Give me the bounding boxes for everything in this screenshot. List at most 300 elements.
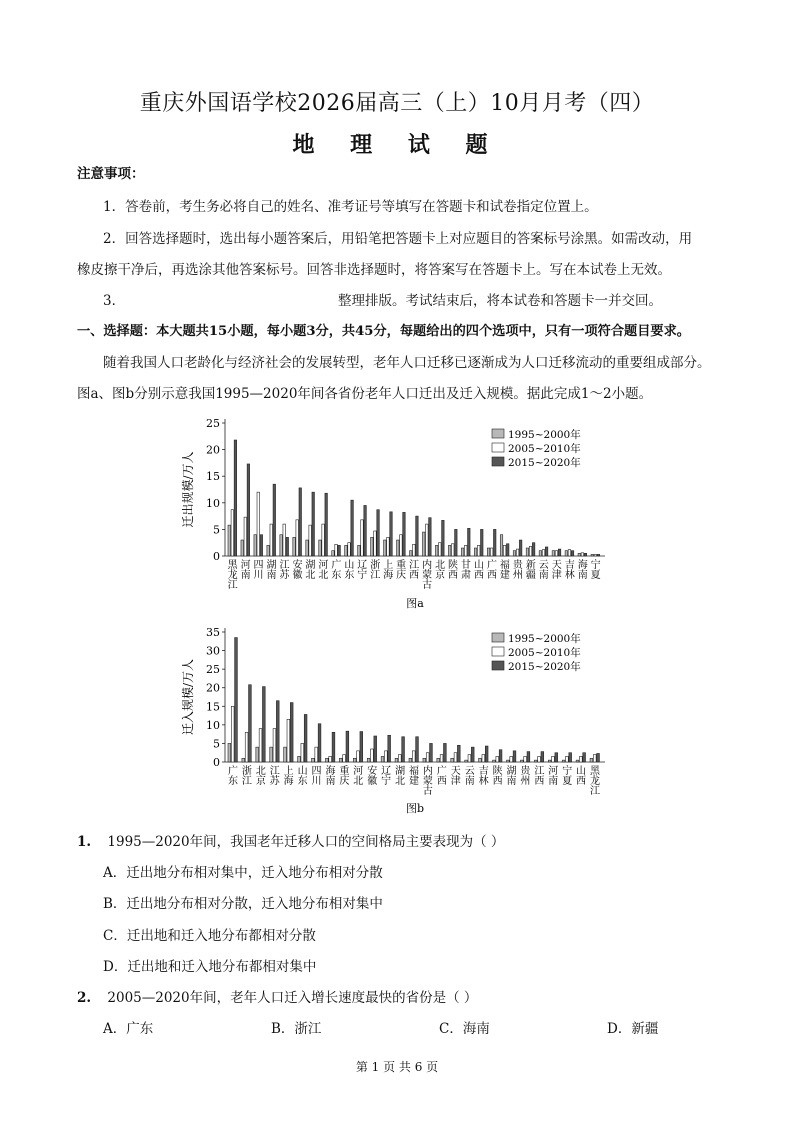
chart-b-bar <box>513 751 516 762</box>
chart-a-bar <box>461 548 463 556</box>
q1-option-c[interactable]: C．迁出地和迁入地分布都相对分散 <box>103 928 316 944</box>
chart-a-bar <box>231 510 233 556</box>
q2-option-b[interactable]: B．浙江 <box>271 1021 322 1037</box>
chart-a-bar <box>552 551 554 556</box>
chart-a-category-char: 安 <box>292 560 303 571</box>
chart-a-bar <box>293 537 295 556</box>
chart-b-bar <box>346 731 349 762</box>
q2-option-c[interactable]: C．海南 <box>439 1021 490 1037</box>
chart-a-bar <box>526 548 528 556</box>
chart-a-category-char: 古 <box>422 580 433 591</box>
chart-b-category-char: 湖 <box>395 766 406 777</box>
chart-a-bar <box>464 545 466 556</box>
chart-a-category-char: 东 <box>331 570 342 581</box>
chart-b-category-label <box>548 765 558 787</box>
question-2 <box>77 988 477 1008</box>
chart-b-category-char: 宁 <box>562 766 573 777</box>
chart-a-bar <box>332 551 334 556</box>
chart-a-category-label <box>513 558 524 581</box>
chart-a-ytick-label: 10 <box>206 496 220 510</box>
question-2-stem: 2005—2020年间，老年人口迁入增长速度最快的省份是（ ） <box>107 990 478 1006</box>
chart-b-category-char: 黑 <box>590 766 601 777</box>
chart-b-bar <box>235 638 238 762</box>
chart-b-bar <box>343 755 346 762</box>
chart-b-category-char: 古 <box>422 786 433 797</box>
chart-a-ytick-label: 20 <box>206 443 220 457</box>
chart-a-category-label <box>591 558 601 581</box>
chart-a-bar <box>335 544 337 556</box>
chart-a-bar <box>413 544 415 556</box>
chart-b-bar <box>593 755 596 762</box>
chart-b-ytick-label: 5 <box>213 737 220 751</box>
chart-b-bar <box>471 747 474 762</box>
chart-a-bar <box>390 512 392 556</box>
q1-option-d[interactable]: D．迁出地和迁入地分布都相对集中 <box>103 959 317 975</box>
chart-b-category-label <box>284 764 294 787</box>
chart-a-bar <box>296 520 298 556</box>
chart-b-category-char: 吉 <box>478 766 489 777</box>
chart-a-category-char: 川 <box>253 570 264 581</box>
chart-a-bar <box>371 537 373 556</box>
chart-b-bar <box>465 760 468 762</box>
chart-b-category-label <box>423 764 433 797</box>
chart-a-bar <box>455 529 457 556</box>
chart-a-bar <box>539 551 541 556</box>
chart-b-bar <box>374 736 377 762</box>
chart-b-bar <box>437 758 440 762</box>
chart-a-bar <box>448 545 450 556</box>
chart-b-bar <box>569 753 572 762</box>
chart-b-bar <box>312 758 315 762</box>
chart-a-bar <box>468 528 470 556</box>
chart-b-category-label <box>395 764 405 787</box>
chart-b-category-char: 江 <box>590 786 601 797</box>
chart-a-category-label <box>344 558 354 581</box>
chart-b-category-char: 林 <box>478 776 489 787</box>
chart-a-category-char: 河 <box>240 560 251 571</box>
chart-b-legend-label: 1995~2000年 <box>508 633 581 645</box>
chart-b-bar <box>329 756 332 762</box>
chart-b-ytick-label: 35 <box>206 626 220 639</box>
chart-a-category-char: 西 <box>409 570 420 581</box>
chart-b-category-label <box>298 764 308 787</box>
chart-a-category-char: 福 <box>499 560 510 571</box>
chart-b-category-label <box>590 765 601 797</box>
chart-a-bar <box>439 543 441 556</box>
chart-b-bar <box>409 758 412 762</box>
chart-b-bar <box>228 743 231 762</box>
chart-a-category-char: 西 <box>473 570 484 581</box>
chart-b-bar <box>371 749 374 762</box>
chart-b-bar <box>301 743 304 762</box>
chart-b-ylabel: 迁入规模/万人 <box>181 658 195 736</box>
chart-a-bar <box>493 529 495 556</box>
chart-a-bar <box>358 545 360 556</box>
chart-b-bar <box>256 747 259 762</box>
page-footer: 第 1 页 共 6 页 <box>355 1060 439 1074</box>
chart-b-bar <box>259 729 262 762</box>
chart-b-bar <box>412 751 415 762</box>
chart-a-bar <box>474 548 476 556</box>
chart-b-bar <box>590 758 593 762</box>
chart-a-outflow <box>180 415 610 615</box>
chart-a-bar <box>571 551 573 556</box>
chart-b-category-label <box>576 764 586 787</box>
chart-b-bar <box>423 758 426 762</box>
chart-a-bar <box>591 554 593 556</box>
chart-a-bar <box>426 524 428 556</box>
chart-b-ytick-label: 0 <box>213 756 220 769</box>
chart-a-bar <box>422 532 424 556</box>
chart-a-legend-label: 2015~2020年 <box>508 457 581 469</box>
chart-a-ytick-label: 25 <box>206 417 220 430</box>
chart-b-bar <box>245 732 248 762</box>
chart-a-bar <box>319 540 321 556</box>
chart-b-bar <box>332 732 335 762</box>
notice-heading: 注意事项： <box>77 166 145 182</box>
chart-b-category-char: 湖 <box>506 766 517 777</box>
chart-b-category-label <box>256 765 266 787</box>
chart-a-category-label <box>279 559 290 581</box>
chart-a-bar <box>387 537 389 556</box>
chart-a-category-char: 吉 <box>564 560 575 571</box>
chart-a-bar <box>254 535 256 556</box>
chart-a-bar <box>565 551 567 556</box>
chart-a-category-label <box>396 558 406 581</box>
chart-b-bar <box>262 687 265 762</box>
chart-b-category-label <box>242 764 252 787</box>
chart-a-bar <box>247 464 249 556</box>
chart-a-bar <box>351 500 353 556</box>
chart-a-bar <box>555 551 557 556</box>
chart-a-bar <box>519 540 521 556</box>
chart-a-bar <box>325 493 327 556</box>
chart-a-bar <box>416 516 418 556</box>
chart-b-bar <box>325 758 328 762</box>
chart-a-category-label <box>474 558 484 581</box>
chart-a-category-label <box>448 558 458 581</box>
chart-b-category-label <box>325 764 335 787</box>
chart-a-bar <box>477 545 479 556</box>
chart-a-bar <box>400 535 402 556</box>
chart-a-category-char: 宁 <box>357 570 368 581</box>
chart-a-category-char: 津 <box>551 570 562 581</box>
chart-b-category-char: 海 <box>325 766 336 777</box>
chart-b-bar <box>402 737 405 762</box>
chart-a-bar <box>558 549 560 556</box>
chart-a-bar <box>377 510 379 556</box>
chart-b-category-char: 福 <box>409 766 420 777</box>
chart-b-category-char: 北 <box>353 776 364 787</box>
chart-a-category-char: 甘 <box>461 560 472 571</box>
chart-a-category-char: 辽 <box>357 560 368 571</box>
chart-b-category-char: 海 <box>283 776 294 787</box>
chart-a-bar <box>481 529 483 556</box>
chart-a-category-char: 建 <box>499 570 510 581</box>
chart-b-bar <box>524 756 527 762</box>
chart-b-legend-swatch <box>492 647 504 656</box>
chart-a-bar <box>490 548 492 556</box>
chart-b-category-char: 北 <box>255 766 266 777</box>
chart-a-category-label <box>461 558 471 581</box>
chart-a-category-char: 宁 <box>590 560 601 571</box>
chart-b-bar <box>440 755 443 762</box>
chart-a-category-char: 四 <box>253 560 264 571</box>
chart-b-bar <box>353 758 356 762</box>
chart-a-bar <box>384 540 386 556</box>
chart-a-bar <box>410 551 412 556</box>
chart-a-legend-swatch <box>492 443 504 452</box>
chart-b-bar <box>507 760 510 762</box>
chart-a-category-char: 广 <box>486 560 497 571</box>
chart-a-category-char: 海 <box>383 570 394 581</box>
question-1-number: 1. <box>77 834 92 850</box>
chart-b-category-char: 庆 <box>339 776 350 787</box>
chart-b-category-label <box>381 765 391 787</box>
chart-a-category-char: 北 <box>435 560 446 571</box>
chart-b-legend-label: 2005~2010年 <box>508 647 581 659</box>
chart-a-category-char: 南 <box>538 570 549 581</box>
chart-a-category-char: 海 <box>577 560 588 571</box>
chart-a-bar <box>545 547 547 556</box>
chart-a-category-char: 重 <box>396 560 407 571</box>
chart-b-category-label <box>437 764 447 787</box>
chart-b-bar <box>597 753 600 762</box>
chart-a-category-label <box>267 558 277 581</box>
chart-b-bar <box>298 756 301 762</box>
chart-a-category-label <box>487 558 497 581</box>
intro-line-2: 图a、图b分别示意我国1995—2020年间各省份老年人口迁出及迁入规模。据此完成1～2小题。 <box>77 386 653 402</box>
chart-b-bar <box>444 743 447 762</box>
chart-b-bar <box>270 747 273 762</box>
chart-a-category-char: 湖 <box>305 560 316 571</box>
chart-a-category-label <box>578 558 588 581</box>
chart-b-bar <box>388 735 391 762</box>
chart-a-bar <box>309 525 311 556</box>
chart-b-bar <box>357 751 360 762</box>
chart-a-category-char: 北 <box>318 570 329 581</box>
chart-b-category-char: 广 <box>436 766 447 777</box>
chart-a-category-char: 西 <box>486 570 497 581</box>
chart-b-inflow <box>180 622 610 820</box>
chart-a-category-char: 西 <box>448 570 459 581</box>
chart-a-bar <box>529 546 531 556</box>
chart-a-bar <box>270 524 272 556</box>
chart-b-category-char: 西 <box>534 776 545 787</box>
chart-a-category-char: 广 <box>331 560 342 571</box>
chart-b-category-char: 东 <box>297 776 308 787</box>
chart-b-bar <box>583 753 586 762</box>
chart-b-category-label <box>493 764 503 787</box>
chart-b-category-char: 山 <box>297 766 308 777</box>
chart-b-category-label <box>270 765 281 787</box>
chart-a-ytick-label: 5 <box>213 523 220 537</box>
chart-a-category-char: 上 <box>383 560 394 571</box>
chart-a-category-label <box>241 559 251 581</box>
chart-a-category-char: 云 <box>538 560 549 571</box>
subject-title: 地 理 试 题 <box>292 132 502 158</box>
chart-a-bar <box>532 543 534 556</box>
chart-b-category-char: 上 <box>283 766 294 777</box>
chart-b-bar <box>468 755 471 762</box>
chart-a-category-char: 山 <box>473 560 484 571</box>
question-2-number: 2. <box>77 990 92 1006</box>
chart-b-legend-swatch <box>492 633 504 642</box>
chart-b-category-char: 徽 <box>367 776 378 787</box>
chart-b-ytick-label: 20 <box>206 681 220 695</box>
chart-b-bar <box>249 685 252 762</box>
chart-a-bar <box>257 492 259 556</box>
chart-a-category-char: 河 <box>318 560 329 571</box>
chart-b-category-label <box>367 764 377 787</box>
chart-a-bar <box>234 440 236 556</box>
chart-a-category-label <box>526 559 536 581</box>
q1-option-b[interactable]: B．迁出地分布相对分散，迁入地分布相对集中 <box>103 896 383 912</box>
chart-b-bar <box>318 724 321 762</box>
chart-b-category-char: 龙 <box>590 776 601 787</box>
chart-a-category-char: 龙 <box>227 570 238 581</box>
notice-item-2-cont: 橡皮擦干净后，再选涂其他答案标号。回答非选择题时，将答案写在答题卡上。写在本试卷上无效。 <box>77 262 671 278</box>
chart-a-category-char: 夏 <box>590 570 601 581</box>
chart-b-bar <box>451 758 454 762</box>
chart-b-ytick-label: 30 <box>206 644 220 658</box>
chart-b-category-char: 京 <box>255 776 266 787</box>
chart-b-category-char: 江 <box>534 766 545 777</box>
chart-a-ytick-label: 15 <box>206 470 220 484</box>
chart-b-bar <box>231 706 234 762</box>
chart-b-bar <box>541 752 544 762</box>
chart-a-category-char: 蒙 <box>422 570 433 581</box>
chart-a-category-char: 林 <box>564 570 575 581</box>
chart-b-category-char: 苏 <box>269 776 280 787</box>
chart-a-category-label <box>539 559 549 581</box>
chart-b-category-char: 河 <box>548 766 559 777</box>
chart-a-legend-label: 2005~2010年 <box>508 443 581 455</box>
chart-a-bar <box>506 544 508 556</box>
chart-b-legend-swatch <box>492 661 504 670</box>
chart-b-legend-label: 2015~2020年 <box>508 661 581 673</box>
chart-a-bar <box>286 537 288 556</box>
chart-b-category-char: 西 <box>576 776 587 787</box>
chart-b-bar <box>534 760 537 762</box>
chart-b-category-label <box>506 764 516 787</box>
chart-a-category-label <box>383 558 393 581</box>
chart-a-category-char: 天 <box>551 560 562 571</box>
chart-b-bar <box>276 701 279 762</box>
chart-a-category-char: 南 <box>577 570 588 581</box>
notice-item-2: 2．回答选择题时，选出每小题答案后，用铅笔把答题卡上对应题目的答案标号涂黑。如需改动，用 <box>103 231 693 247</box>
chart-a-bar <box>267 545 269 556</box>
chart-a-category-char: 浙 <box>370 560 381 571</box>
chart-b-caption: 图b <box>405 802 425 815</box>
chart-b-category-label <box>520 764 531 787</box>
chart-b-ytick-label: 10 <box>206 718 220 732</box>
chart-a-bar <box>503 545 505 556</box>
chart-a-category-label <box>357 559 367 581</box>
chart-a-legend-swatch <box>492 429 504 438</box>
chart-a-category-char: 肃 <box>461 570 472 581</box>
chart-a-category-char: 徽 <box>292 570 303 581</box>
chart-a-legend-swatch <box>492 457 504 466</box>
chart-b-bar <box>284 747 287 762</box>
chart-b-bar <box>367 758 370 762</box>
chart-a-bar <box>374 531 376 556</box>
chart-b-category-char: 辽 <box>381 766 392 777</box>
chart-a-caption: 图a <box>406 597 424 610</box>
chart-a-bar <box>513 551 515 556</box>
chart-b-bar <box>273 729 276 762</box>
chart-a-category-label <box>305 558 315 581</box>
chart-a-bar <box>442 520 444 556</box>
chart-b-bar <box>485 746 488 762</box>
chart-a-category-char: 北 <box>305 570 316 581</box>
chart-b-bar <box>552 756 555 762</box>
chart-a-bar <box>338 545 340 556</box>
chart-a-category-label <box>228 559 239 591</box>
chart-b-category-char: 建 <box>409 776 420 787</box>
chart-a-bar <box>578 553 580 556</box>
q2-option-a[interactable]: A．广东 <box>103 1021 154 1037</box>
section-heading: 一、选择题：本大题共15小题，每小题3分，共45分，每题给出的四个选项中，只有一项符合题目要求。 <box>77 324 690 339</box>
chart-a-category-char: 山 <box>344 560 355 571</box>
chart-a-category-char: 疆 <box>525 570 536 581</box>
chart-a-bar <box>435 545 437 556</box>
chart-b-category-char: 广 <box>227 766 238 777</box>
chart-b-category-char: 南 <box>506 776 517 787</box>
chart-a-category-label <box>435 559 445 581</box>
chart-b-bar <box>416 737 419 762</box>
q2-option-d[interactable]: D．新疆 <box>607 1021 659 1037</box>
chart-b-category-char: 安 <box>367 766 378 777</box>
chart-a-category-char: 江 <box>370 570 381 581</box>
chart-a-category-label <box>370 558 380 581</box>
chart-a-bar <box>283 524 285 556</box>
chart-a-bar <box>542 550 544 556</box>
chart-a-bar <box>299 488 301 556</box>
chart-b-bar <box>499 750 502 762</box>
chart-a-category-char: 江 <box>227 580 238 591</box>
chart-b-bar <box>385 751 388 762</box>
chart-b-category-char: 重 <box>339 766 350 777</box>
intro-line-1: 随着我国人口老龄化与经济社会的发展转型，老年人口迁移已逐渐成为人口迁移流动的重要组成部分。 <box>103 355 711 371</box>
chart-b-category-label <box>312 765 322 787</box>
chart-b-category-char: 云 <box>464 766 475 777</box>
chart-a-bar <box>322 524 324 556</box>
notice-item-3-cont: 整理排版。考试结束后，将本试卷和答题卡一并交回。 <box>338 293 662 309</box>
notice-item-3: 3． <box>103 293 126 309</box>
chart-b-category-char: 西 <box>492 776 503 787</box>
chart-b-bar <box>576 760 579 762</box>
chart-a-category-label <box>552 559 562 581</box>
chart-b-category-char: 江 <box>241 776 252 787</box>
chart-b-bar <box>457 745 460 762</box>
chart-a-category-char: 南 <box>240 570 251 581</box>
chart-a-category-char: 南 <box>266 570 277 581</box>
chart-b-category-char: 内 <box>422 766 433 777</box>
chart-b-bar <box>520 760 523 762</box>
chart-b-ytick-label: 25 <box>206 663 220 677</box>
chart-a-bar <box>568 550 570 556</box>
q1-option-a[interactable]: A．迁出地分布相对集中，迁入地分布相对分散 <box>103 865 383 881</box>
chart-b-category-label <box>339 764 349 787</box>
chart-b-category-char: 州 <box>520 776 531 787</box>
chart-a-bar <box>516 549 518 556</box>
chart-b-category-char: 山 <box>576 766 587 777</box>
chart-b-category-char: 北 <box>395 776 406 787</box>
chart-a-bar <box>364 505 366 556</box>
chart-b-category-label <box>562 764 572 787</box>
chart-a-category-char: 新 <box>525 560 536 571</box>
